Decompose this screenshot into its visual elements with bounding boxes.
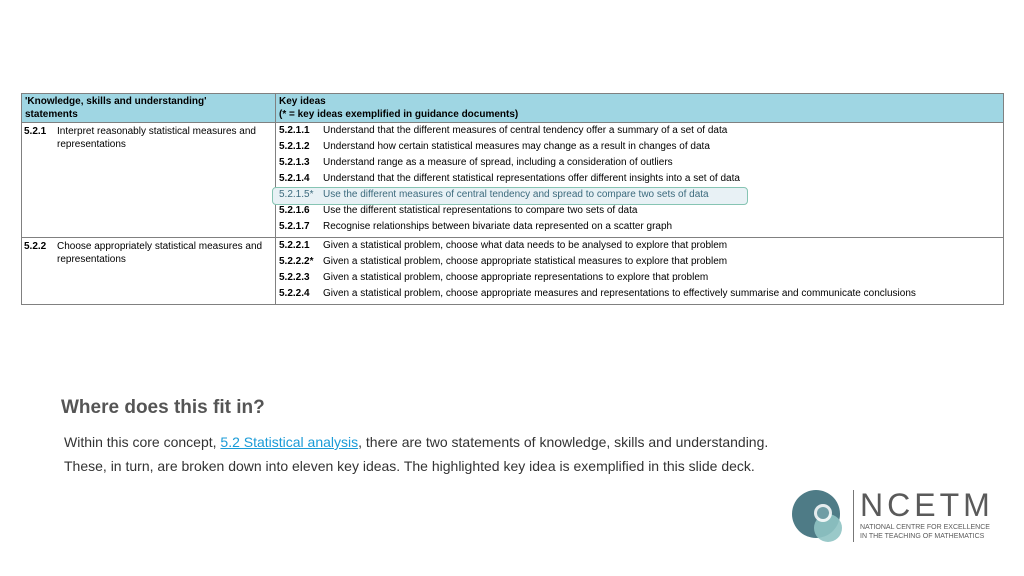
key-idea-text: Understand how certain statistical measures may change as a result in changes of data (323, 141, 710, 152)
key-idea-code: 5.2.1.4 (279, 173, 310, 184)
key-idea-text: Given a statistical problem, choose appropriate statistical measures to explore that problem (323, 256, 728, 267)
statement-code: 5.2.1 (24, 126, 47, 137)
key-idea-text: Use the different measures of central tendency and spread to compare two sets of data (323, 189, 709, 200)
key-idea (276, 254, 1003, 270)
logo-divider (853, 490, 854, 542)
ncetm-circles-icon (790, 487, 852, 545)
key-idea-code: 5.2.2.1 (279, 240, 310, 251)
key-idea-text: Understand range as a measure of spread, including a consideration of outliers (323, 157, 673, 168)
key-idea-code: 5.2.1.3 (279, 157, 310, 168)
key-idea-code: 5.2.2.2* (279, 256, 314, 267)
key-ideas-cell (276, 238, 1004, 305)
key-idea (276, 123, 1003, 139)
statement-text: Interpret reasonably statistical measures and representations (57, 126, 256, 150)
key-idea (276, 219, 1003, 235)
key-idea-code: 5.2.1.7 (279, 221, 310, 232)
table-header-row (22, 94, 1004, 123)
logo-subtitle: NATIONAL CENTRE FOR EXCELLENCE IN THE TEACHING OF MATHEMATICS (860, 524, 990, 540)
key-idea-code: 5.2.1.6 (279, 205, 310, 216)
key-ideas-table (21, 93, 1004, 305)
key-idea-code: 5.2.2.3 (279, 272, 310, 283)
key-idea-code: 5.2.1.1 (279, 125, 310, 136)
key-idea (276, 286, 1003, 302)
statement-text: Choose appropriately statistical measures and representations (57, 241, 263, 265)
key-idea (276, 139, 1003, 155)
key-idea (276, 270, 1003, 286)
key-idea (276, 155, 1003, 171)
key-idea-text: Understand that the different measures of central tendency offer a summary of a set of data (323, 125, 728, 136)
logo-wordmark: NCETM (860, 487, 994, 523)
header-key-ideas: Key ideas (* = key ideas exemplified in guidance documents) (276, 94, 1004, 123)
statement-cell (22, 238, 276, 305)
key-idea (276, 171, 1003, 187)
key-idea-code: 5.2.2.4 (279, 288, 310, 299)
key-idea-code: 5.2.1.2 (279, 141, 310, 152)
statement-row (22, 123, 1004, 238)
section-paragraph (64, 430, 944, 478)
statement-row (22, 238, 1004, 305)
statement-code: 5.2.2 (24, 241, 47, 252)
key-idea-text: Recognise relationships between bivariate data represented on a scatter graph (323, 221, 673, 232)
key-ideas-cell (276, 123, 1004, 238)
statement-cell (22, 123, 276, 238)
paragraph-line-1: Within this core concept, 5.2 Statistical analysis, there are two statements of knowledge, skills and understanding. (64, 434, 769, 450)
statement (22, 123, 275, 151)
key-idea-highlighted (276, 187, 1003, 203)
statistical-analysis-link[interactable]: 5.2 Statistical analysis (220, 434, 359, 450)
key-idea-text: Use the different statistical representations to compare two sets of data (323, 205, 638, 216)
key-idea (276, 203, 1003, 219)
key-idea-text: Understand that the different statistical representations offer different insights into a set of data (323, 173, 740, 184)
header-statements: 'Knowledge, skills and understanding' statements (22, 94, 276, 123)
paragraph-line-2: These, in turn, are broken down into eleven key ideas. The highlighted key idea is exemplified in this slide deck. (64, 458, 755, 474)
key-idea-text: Given a statistical problem, choose appropriate measures and representations to effectively summarise and communicate conclusions (323, 288, 916, 299)
key-idea-code: 5.2.1.5* (279, 189, 314, 200)
section-heading: Where does this fit in? (61, 397, 265, 418)
ncetm-logo (790, 487, 994, 547)
statement (22, 238, 275, 266)
key-idea-text: Given a statistical problem, choose what data needs to be analysed to explore that problem (323, 240, 728, 251)
key-idea-text: Given a statistical problem, choose appropriate representations to explore that problem (323, 272, 709, 283)
key-idea (276, 238, 1003, 254)
